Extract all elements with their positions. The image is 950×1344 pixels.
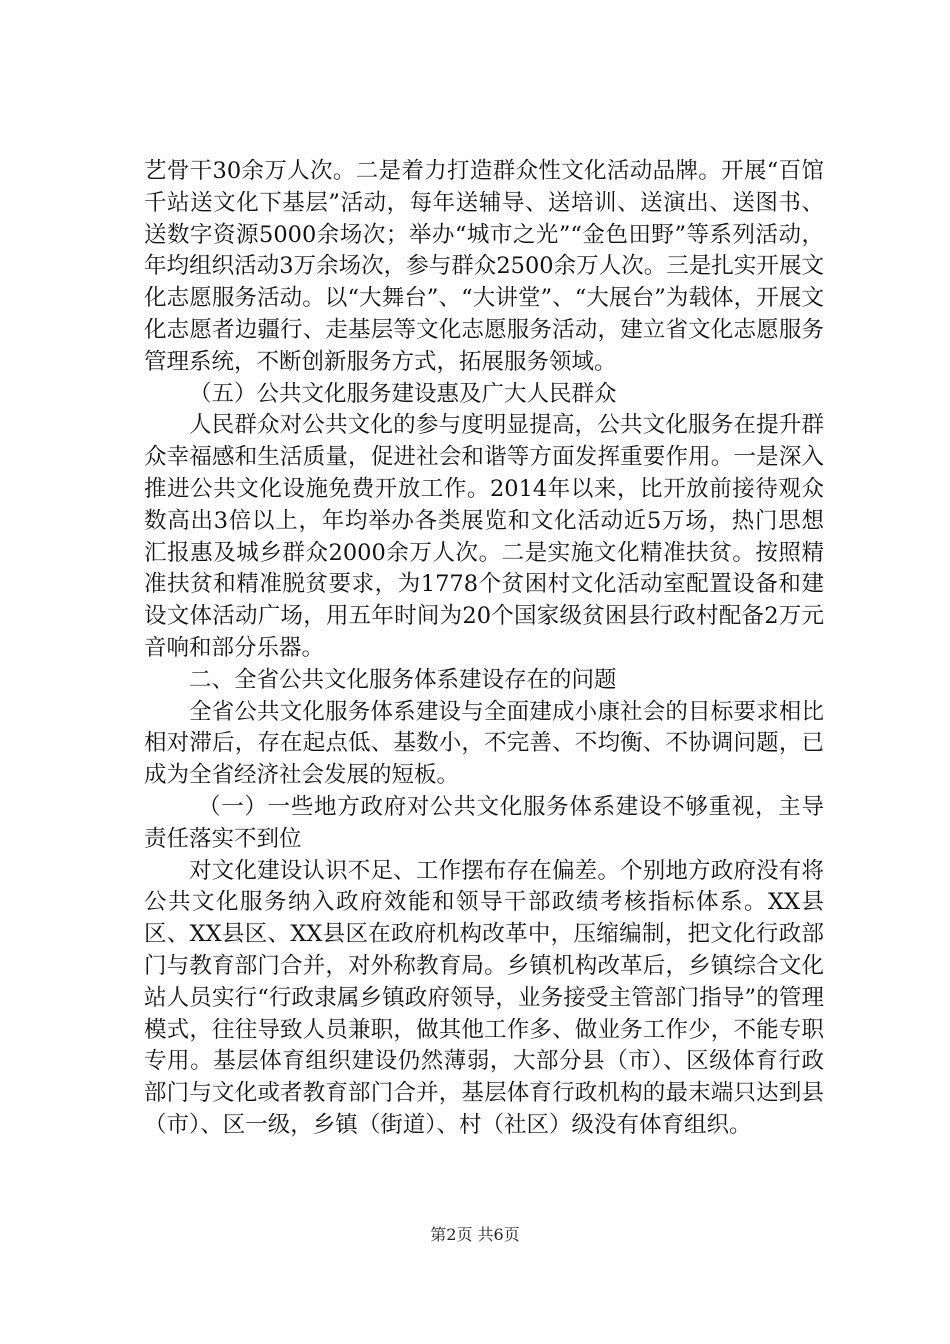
paragraph-continuation: 艺骨干30余万人次。二是着力打造群众性文化活动品牌。开展“百馆千站送文化下基层”活动，每年送辅导、送培训、送演出、送图书、送数字资源5000余场次；举办“城市之光”“金色田野”等系列活动，年均组织活动3万余场次，参与群众2500余万人次。三是扎实开展文化志愿服务活动。以“大舞台”、“大讲堂”、“大展台”为载体，开展文化志愿者边疆行、走基层等文化志愿服务活动，建立省文化志愿服务管理系统，不断创新服务方式，拓展服务领域。 — [144, 158, 824, 375]
paragraph-body: 全省公共文化服务体系建设与全面建成小康社会的目标要求相比相对滞后，存在起点低、基数小，不完善、不均衡、不协调问题，已成为全省经济社会发展的短板。 — [144, 698, 824, 789]
chapter-heading-2: 二、全省公共文化服务体系建设存在的问题 — [189, 666, 617, 693]
section-heading-5: （五）公共文化服务建设惠及广大人民群众 — [189, 380, 617, 407]
paragraph-body: 人民群众对公共文化的参与度明显提高，公共文化服务在提升群众幸福感和生活质量，促进社会和谐等方面发挥重要作用。一是深入推进公共文化设施免费开放工作。2014年以来，比开放前接待观众数高出3倍以上，年均举办各类展览和文化活动近5万场，热门思想汇报惠及城乡群众2000余万人次。二是实施文化精准扶贫。按照精准扶贫和精准脱贫要求，为1778个贫困村文化活动室配置设备和建设文体活动广场，用五年时间为20个国家级贫困县行政村配备2万元音响和部分乐器。 — [144, 412, 824, 661]
paragraph-body: 对文化建设认识不足、工作摆布存在偏差。个别地方政府没有将公共文化服务纳入政府效能和领导干部政绩考核指标体系。XX县区、XX县区、XX县区在政府机构改革中，压缩编制，把文化行政部门与教育部门合并，对外称教育局。乡镇机构改革后，乡镇综合文化站人员实行“行政隶属乡镇政府领导，业务接受主管部门指导”的管理模式，往往导致人员兼职，做其他工作多、做业务工作少，不能专职专用。基层体育组织建设仍然薄弱，大部分县（市）、区级体育行政部门与文化或者教育部门合并，基层体育行政机构的最末端只达到县（市）、区一级，乡镇（街道）、村（社区）级没有体育组织。 — [144, 857, 824, 1138]
section-heading-1: （一）一些地方政府对公共文化服务体系建设不够重视，主导责任落实不到位 — [144, 793, 824, 852]
document-body — [144, 156, 824, 1142]
page-number-footer: 第2页 共6页 — [430, 1225, 520, 1244]
